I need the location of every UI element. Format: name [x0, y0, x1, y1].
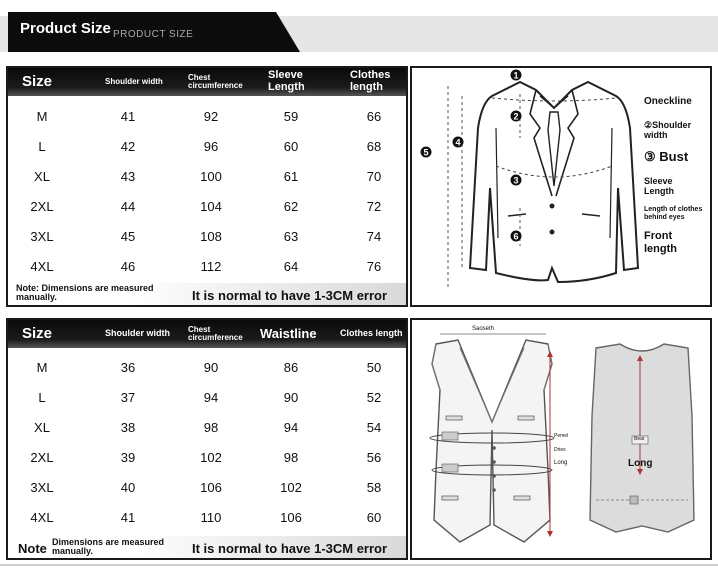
table-row	[8, 102, 406, 132]
marker-3-icon	[511, 175, 522, 186]
label-shoulder: ②Shoulder width	[644, 120, 692, 141]
label-bust: ③ Bust	[644, 149, 689, 164]
cell: 62	[283, 199, 299, 214]
page-title: Product Size	[20, 20, 111, 37]
cell: 4XL	[30, 510, 54, 525]
col-size: Size	[22, 325, 53, 343]
table-row	[8, 132, 406, 162]
cell: 108	[200, 229, 222, 244]
cell: L	[38, 390, 46, 405]
cell: 56	[366, 450, 382, 465]
suit-table-header	[8, 68, 406, 96]
cell: 63	[283, 229, 299, 244]
cell: 41	[120, 510, 136, 525]
label-neckline: Oneckline	[644, 96, 692, 107]
cell: 94	[283, 420, 299, 435]
table-row	[8, 162, 406, 192]
col-shoulder: Shoulder width	[105, 328, 170, 339]
table-row	[8, 503, 406, 533]
table-row	[8, 413, 406, 443]
label-front-side-1: Pemel	[554, 433, 569, 439]
table-row	[8, 473, 406, 503]
cell: 59	[283, 109, 299, 124]
cell: 98	[283, 450, 299, 465]
cell: 64	[283, 259, 299, 274]
cell: 37	[120, 390, 136, 405]
cell: XL	[34, 169, 50, 184]
cell: M	[36, 360, 48, 375]
table-row	[8, 443, 406, 473]
cell: 38	[120, 420, 136, 435]
cell: XL	[34, 420, 50, 435]
label-back-small: Bear	[634, 436, 645, 442]
cell: 46	[120, 259, 136, 274]
label-length: Length of clothes behind eyes	[644, 206, 703, 222]
cell: 4XL	[30, 259, 54, 274]
cell: 112	[200, 259, 222, 274]
cell: 70	[366, 169, 382, 184]
cell: 92	[203, 109, 219, 124]
error-note: It is normal to have 1-3CM error	[192, 541, 388, 556]
cell: 74	[366, 229, 382, 244]
label-front-width: Saoseth	[472, 326, 495, 332]
svg-text:2: 2	[513, 111, 519, 122]
cell: 2XL	[30, 450, 54, 465]
cell: 41	[120, 109, 136, 124]
svg-text:4: 4	[455, 137, 461, 148]
bottom-divider	[0, 564, 718, 566]
marker-4-icon	[453, 137, 464, 148]
cell: 60	[283, 139, 299, 154]
svg-text:6: 6	[513, 231, 519, 242]
cell: 61	[283, 169, 299, 184]
vest-diagram-panel	[410, 318, 712, 560]
suit-table-panel	[6, 66, 408, 307]
col-size: Size	[22, 73, 53, 91]
col-chest: Chest circumference	[188, 72, 243, 90]
col-length: Clothes length	[340, 328, 403, 339]
cell: 50	[366, 360, 382, 375]
cell: 106	[200, 480, 222, 495]
note-text: Dimensions are measured manually.	[52, 537, 165, 557]
col-waistline: Waistline	[260, 326, 317, 342]
label-front: Front length	[644, 230, 677, 255]
cell: 102	[200, 450, 222, 465]
cell: 90	[203, 360, 219, 375]
table-row	[8, 192, 406, 222]
cell: 86	[283, 360, 299, 375]
cell: 2XL	[30, 199, 54, 214]
cell: 102	[280, 480, 302, 495]
error-note: It is normal to have 1-3CM error	[192, 288, 388, 303]
col-shoulder: Shoulder width	[105, 76, 163, 86]
svg-text:3: 3	[513, 175, 519, 186]
vest-table-header	[8, 320, 406, 348]
cell: 76	[366, 259, 382, 274]
cell: 66	[366, 109, 382, 124]
marker-1-icon	[511, 70, 522, 81]
cell: 72	[366, 199, 382, 214]
svg-text:1: 1	[513, 70, 519, 81]
suit-diagram-panel	[410, 66, 712, 307]
label-back-long: Long	[628, 458, 653, 469]
cell: 39	[120, 450, 136, 465]
note-text: Note: Dimensions are measured manually.	[16, 283, 154, 303]
cell: 90	[283, 390, 299, 405]
cell: 40	[120, 480, 136, 495]
cell: 43	[120, 169, 136, 184]
table-row	[8, 353, 406, 383]
vest-table-panel	[6, 318, 408, 560]
cell: 60	[366, 510, 382, 525]
note-label: Note	[18, 541, 47, 556]
cell: 42	[120, 139, 136, 154]
marker-6-icon	[511, 231, 522, 242]
cell: L	[38, 139, 46, 154]
label-front-side-2: Dries	[554, 447, 566, 453]
cell: 100	[200, 169, 222, 184]
cell: 54	[366, 420, 382, 435]
label-front-side-3: Long	[554, 460, 568, 466]
cell: 68	[366, 139, 382, 154]
col-chest: Chest circumference	[188, 324, 243, 342]
cell: 3XL	[30, 229, 54, 244]
cell: 104	[200, 199, 222, 214]
cell: 98	[203, 420, 219, 435]
cell: 94	[203, 390, 219, 405]
cell: 36	[120, 360, 136, 375]
table-row	[8, 222, 406, 252]
cell: 44	[120, 199, 136, 214]
svg-text:5: 5	[423, 147, 429, 158]
cell: 106	[280, 510, 302, 525]
cell: 45	[120, 229, 136, 244]
cell: 110	[200, 510, 222, 525]
cell: 3XL	[30, 480, 54, 495]
cell: 52	[366, 390, 382, 405]
cell: 96	[203, 139, 219, 154]
table-row	[8, 252, 406, 282]
table-row	[8, 383, 406, 413]
col-length: Clothes length	[350, 69, 391, 93]
marker-2-icon	[511, 111, 522, 122]
cell: 58	[366, 480, 382, 495]
marker-5-icon	[421, 147, 432, 158]
cell: M	[36, 109, 48, 124]
label-sleeve: Sleeve Length	[644, 176, 674, 197]
page-subtitle: PRODUCT SIZE	[113, 29, 194, 40]
col-sleeve: Sleeve Length	[268, 69, 305, 93]
